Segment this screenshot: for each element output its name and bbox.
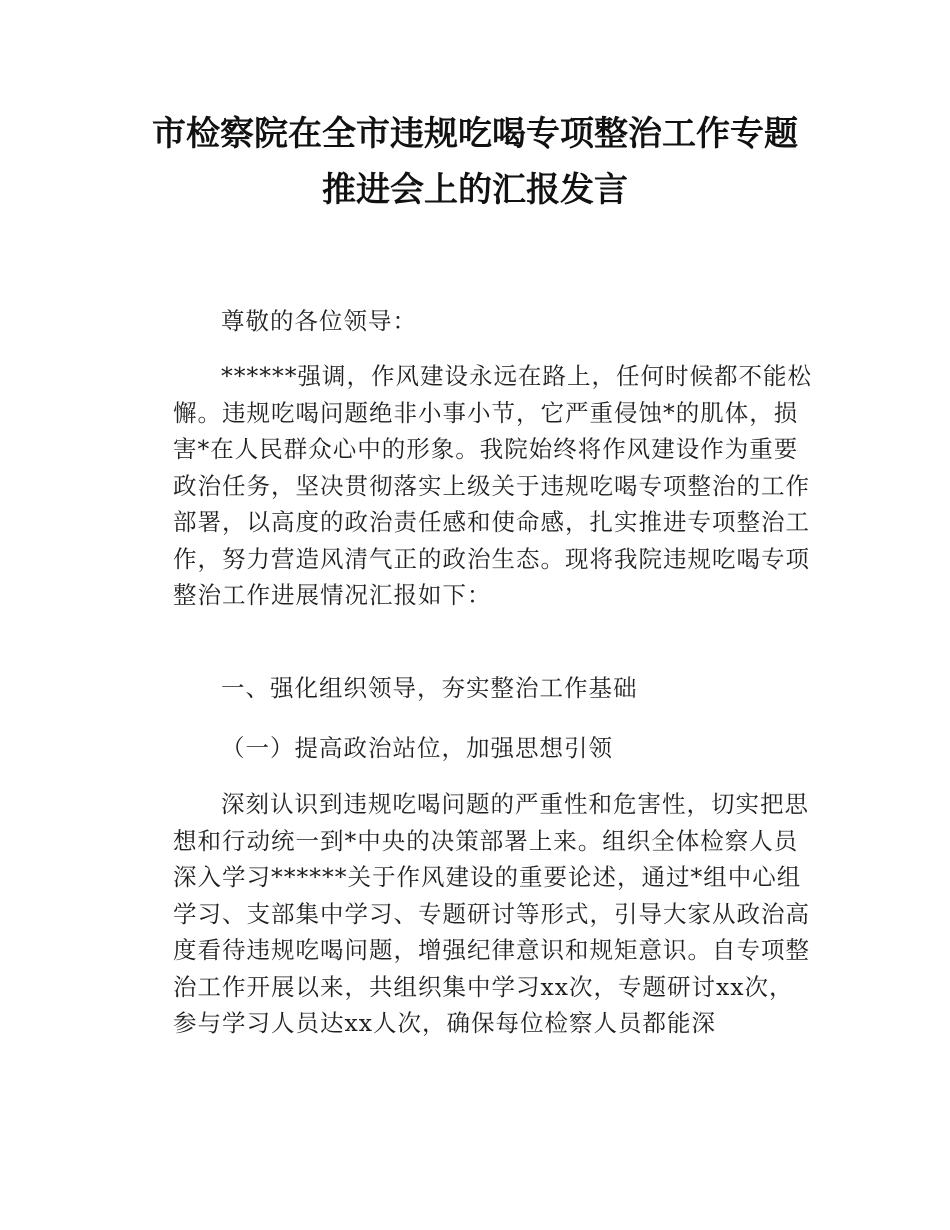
salutation: 尊敬的各位领导： (221, 307, 417, 335)
document-title-line-2: 推进会上的汇报发言 (322, 170, 628, 210)
section-heading-1: 一、强化组织领导，夯实整治工作基础 (221, 674, 638, 702)
subsection-heading-1: （一）提高政治站位，加强思想引领 (221, 734, 613, 762)
subsection-paragraph-1: 深刻认识到违规吃喝问题的严重性和危害性，切实把思想和行动统一到*中央的决策部署上来。组织全体检察人员深入学习******关于作风建设的重要论述，通过*组中心组学习、支部集中学习、专题研讨等形式，引导大家从政治高度看待违规吃喝问题，增强纪律意识和规矩意识。自专项整治工作开展以来，共组织集中学习xx次，专题研讨xx次，参与学习人员达xx人次，确保每位检察人员都能深 (173, 790, 810, 1037)
document-title-line-1: 市检察院在全市违规吃喝专项整治工作专题 (152, 114, 798, 154)
opening-paragraph: ******强调，作风建设永远在路上，任何时候都不能松懈。违规吃喝问题绝非小事小节，它严重侵蚀*的肌体，损害*在人民群众心中的形象。我院始终将作风建设作为重要政治任务，坚决贯彻落实上级关于违规吃喝专项整治的工作部署，以高度的政治责任感和使命感，扎实推进专项整治工作，努力营造风清气正的政治生态。现将我院违规吃喝专项整治工作进展情况汇报如下： (173, 362, 812, 609)
